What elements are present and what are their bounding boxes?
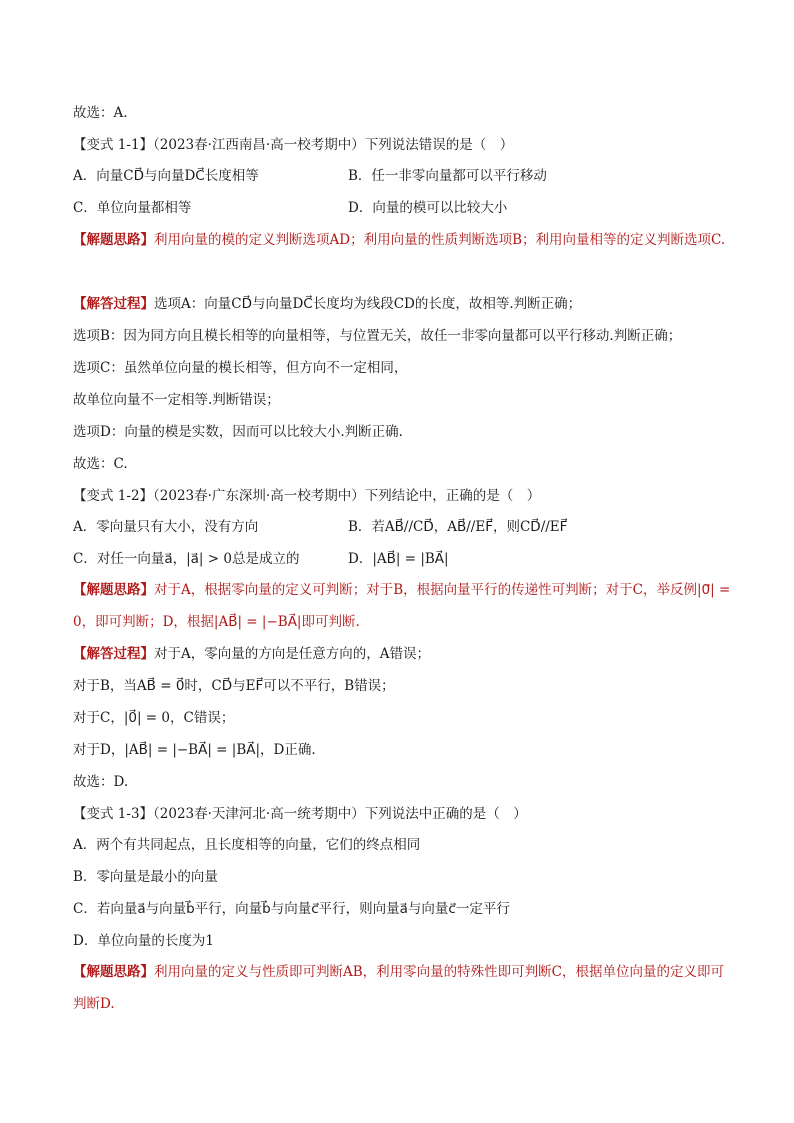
solution-idea-text: 对于A，根据零向量的定义可判断；对于B，根据向量平行的传递性可判断；对于C，举反例|0⃗| = 0，即可判断；D，根据|AB⃗| = |−BA⃗|即可判断. (73, 582, 731, 630)
option-c: C．对任一向量a⃗，|a⃗| > 0总是成立的 (73, 551, 300, 567)
option-c: C．若向量a⃗与向量b⃗平行，向量b⃗与向量c⃗平行，则向量a⃗与向量c⃗一定平行 (73, 901, 510, 917)
solution-process-tag: 【解答过程】 (73, 646, 154, 662)
question-header (73, 486, 540, 506)
variant-tag: 【变式 1-1】 (73, 137, 154, 153)
option-a: A．零向量只有大小，没有方向 (73, 519, 259, 535)
option-d: D．向量的模可以比较大小 (348, 200, 508, 216)
option-d: D．单位向量的长度为1 (73, 933, 214, 949)
solution-line: 故单位向量不一定相等.判断错误； (73, 392, 280, 408)
options-row (73, 198, 734, 218)
solution-line: 选项B：因为同方向且模长相等的向量相等，与位置无关，故任一非零向量都可以平行移动.判断正确； (73, 328, 682, 344)
solution-process (73, 638, 733, 670)
answer-line: 故选：A. (73, 105, 128, 121)
option-b: B．若AB⃗//CD⃗，AB⃗//EF⃗，则CD⃗//EF⃗ (348, 519, 568, 535)
solution-idea-text: 利用向量的定义与性质即可判断AB，利用零向量的特殊性即可判断C，根据单位向量的定义即可判断D. (73, 964, 724, 1012)
solution-process-tag: 【解答过程】 (73, 296, 154, 312)
question-text: （2023春·江西南昌·高一校考期中）下列说法错误的是（ ） (153, 137, 514, 153)
solution-idea-tag: 【解题思路】 (73, 964, 154, 980)
options-row (73, 517, 734, 537)
solution-process-text: 对于A，零向量的方向是任意方向的，A错误； (154, 646, 430, 662)
option-a: A．向量CD⃗与向量DC⃗长度相等 (73, 168, 259, 184)
question-text: （2023春·广东深圳·高一校考期中）下列结论中，正确的是（ ） (153, 488, 541, 504)
solution-process (73, 288, 733, 320)
option-b: B．任一非零向量都可以平行移动 (348, 168, 547, 184)
solution-idea-tag: 【解题思路】 (73, 232, 154, 248)
solution-idea (73, 224, 733, 256)
solution-line: 选项D：向量的模是实数，因而可以比较大小.判断正确. (73, 424, 403, 440)
solution-idea (73, 574, 733, 638)
option-a: A．两个有共同起点，且长度相等的向量，它们的终点相同 (73, 837, 421, 853)
solution-line: 选项C：虽然单位向量的模长相等，但方向不一定相同， (73, 360, 408, 376)
options-row (73, 166, 734, 186)
option-b: B．零向量是最小的向量 (73, 869, 218, 885)
question-text: （2023春·天津河北·高一统考期中）下列说法中正确的是（ ） (153, 806, 527, 822)
solution-line: 对于D，|AB⃗| = |−BA⃗| = |BA⃗|，D正确. (73, 742, 316, 758)
solution-idea-tag: 【解题思路】 (73, 582, 154, 598)
solution-line: 对于B，当AB⃗ = 0⃗时，CD⃗与EF⃗可以不平行，B错误； (73, 678, 395, 694)
solution-process-text: 选项A：向量CD⃗与向量DC⃗长度均为线段CD的长度，故相等.判断正确； (154, 296, 582, 312)
option-c: C．单位向量都相等 (73, 200, 192, 216)
solution-line: 对于C，|0⃗| = 0，C错误； (73, 710, 235, 726)
variant-tag: 【变式 1-2】 (73, 488, 154, 504)
question-header (73, 135, 513, 155)
solution-idea-text: 利用向量的模的定义判断选项AD；利用向量的性质判断选项B；利用向量相等的定义判断选项C. (154, 232, 726, 248)
options-row (73, 549, 734, 569)
question-header (73, 804, 527, 824)
variant-tag: 【变式 1-3】 (73, 806, 154, 822)
answer-line: 故选：D. (73, 774, 129, 790)
solution-idea (73, 956, 733, 1020)
answer-line: 故选：C. (73, 456, 128, 472)
option-d: D．|AB⃗| = |BA⃗| (348, 551, 449, 567)
